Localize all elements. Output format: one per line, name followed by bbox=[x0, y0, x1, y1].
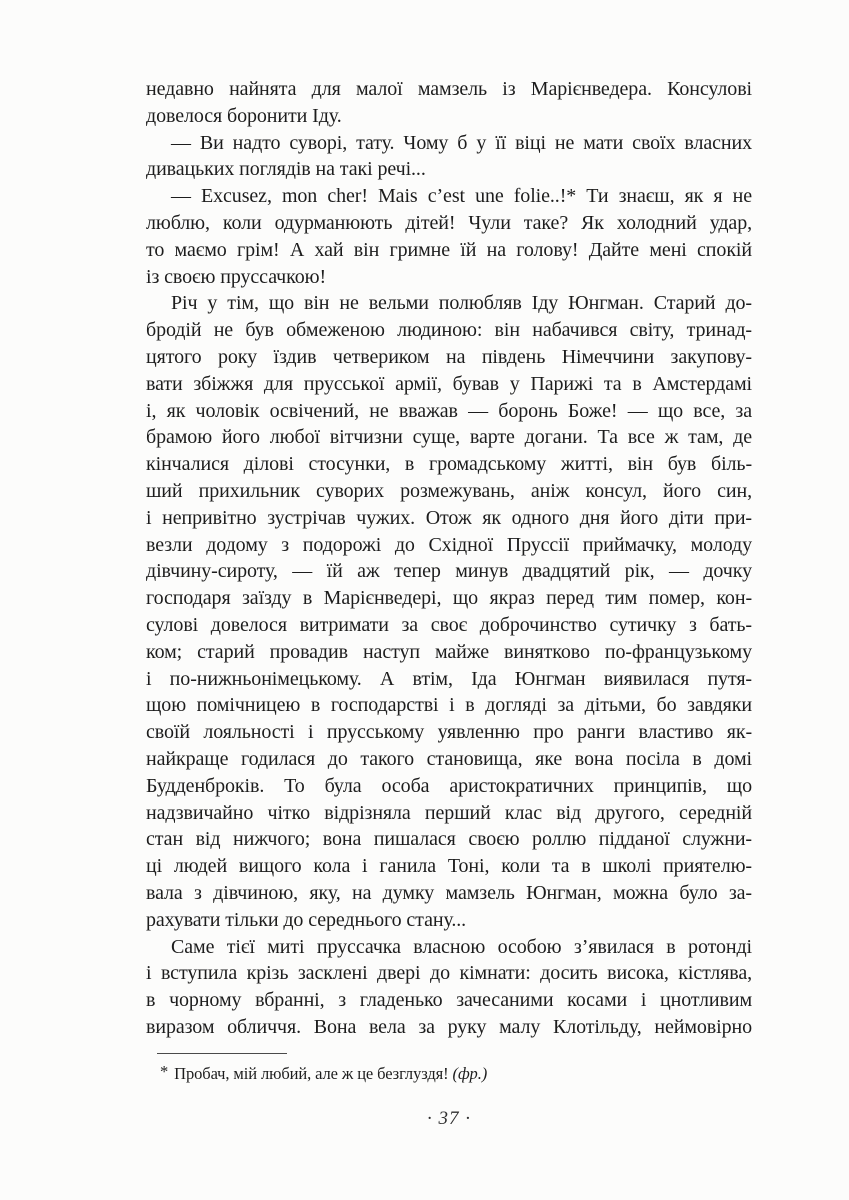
footnote bbox=[146, 1063, 752, 1085]
text-line: вала з дівчиною, яку, на думку мамзель Юнгман, можна було за- bbox=[146, 881, 752, 904]
footnote-text: Пробач, мій любий, але ж це безглуздя! bbox=[174, 1064, 449, 1083]
footnote-separator bbox=[157, 1053, 287, 1054]
text-line: надзвичайно чітко відрізняла перший клас від другого, середній bbox=[146, 801, 752, 824]
text-line: бродій не був обмеженою людиною: він набачився світу, тринад- bbox=[146, 319, 752, 342]
text-line: вати збіжжя для прусської армії, бував у Парижі та в Амстердамі bbox=[146, 372, 752, 395]
text-line: стан від нижчого; вона пишалася своєю роллю підданої служни- bbox=[146, 828, 752, 851]
text-line: виразом обличчя. Вона вела за руку малу Клотільду, неймовірно bbox=[146, 1015, 752, 1038]
text-line: і вступила крізь засклені двері до кімнати: досить висока, кістлява, bbox=[146, 962, 752, 985]
body-text bbox=[146, 76, 752, 1041]
text-line: найкраще годилася до такого становища, яке вона посіла в домі bbox=[146, 747, 752, 770]
text-line: і, як чоловік освічений, не вважав — боронь Боже! — що все, за bbox=[146, 399, 752, 422]
text-line: сулові довелося витримати за своє доброчинство сутичку з бать- bbox=[146, 613, 752, 636]
text-line: цятого року їздив четвериком на південь Німеччини закупову- bbox=[146, 345, 752, 368]
text-line: своїй лояльності і прусському уявленню про ранги властиво як- bbox=[146, 721, 752, 744]
text-line: Річ у тім, що він не вельми полюбляв Іду Юнгман. Старий до- bbox=[171, 292, 752, 315]
text-line: люблю, коли одурманюють дітей! Чули таке? Як холодний удар, bbox=[146, 211, 752, 234]
text-line: і по-нижньонімецькому. А втім, Іда Юнгман виявилася путя- bbox=[146, 667, 752, 690]
footnote-language-note: (фр.) bbox=[452, 1064, 488, 1083]
text-line: рахувати тільки до середнього стану... bbox=[146, 908, 467, 931]
text-line: в чорному вбранні, з гладенько зачесаними косами і цнотливим bbox=[146, 989, 752, 1012]
text-line: то маємо грім! А хай він гримне їй на голову! Дайте мені спокій bbox=[146, 238, 752, 261]
text-line: кінчалися ділові стосунки, в громадському житті, він був біль- bbox=[146, 453, 752, 476]
text-line: господаря заїзду в Марієнведері, що якраз перед тим помер, кон- bbox=[146, 587, 752, 610]
text-line: довелося боронити Іду. bbox=[146, 104, 342, 127]
text-line: Будденброків. То була особа аристократичних принципів, що bbox=[146, 774, 752, 797]
text-line: брамою його любої вітчизни суще, варте догани. Та все ж там, де bbox=[146, 426, 752, 449]
text-line: — Excusez, mon cher! Mais c’est une folie..!* Ти знаєш, як я не bbox=[171, 185, 752, 208]
text-line: щою помічницею в господарстві і в догляді за дітьми, бо завдяки bbox=[146, 694, 752, 717]
text-line: ці людей вищого кола і ганила Тоні, коли та в школі приятелю- bbox=[146, 855, 752, 878]
page-number: · 37 · bbox=[427, 1108, 471, 1129]
text-line: везли додому з подорожі до Східної Пруссії приймачку, молоду bbox=[146, 533, 752, 556]
text-line: Саме тієї миті пруссачка власною особою з’явилася в ротонді bbox=[171, 935, 752, 958]
text-line: дівчину-сироту, — їй аж тепер минув двадцятий рік, — дочку bbox=[146, 560, 752, 583]
text-line: із своєю пруссачкою! bbox=[146, 265, 327, 288]
text-line: і непривітно зустрічав чужих. Отож як одного дня його діти при- bbox=[146, 506, 752, 529]
footnote-marker: * bbox=[160, 1062, 169, 1081]
text-line: — Ви надто суворі, тату. Чому б у її віці не мати своїх власних bbox=[171, 131, 752, 154]
text-line: ком; старий провадив наступ майже винятково по-французькому bbox=[146, 640, 752, 663]
text-line: дивацьких поглядів на такі речі... bbox=[146, 158, 426, 181]
text-line: недавно найнята для малої мамзель із Марієнведера. Консулові bbox=[146, 78, 752, 100]
text-line: ший прихильник суворих розмежувань, аніж консул, його син, bbox=[146, 479, 752, 502]
